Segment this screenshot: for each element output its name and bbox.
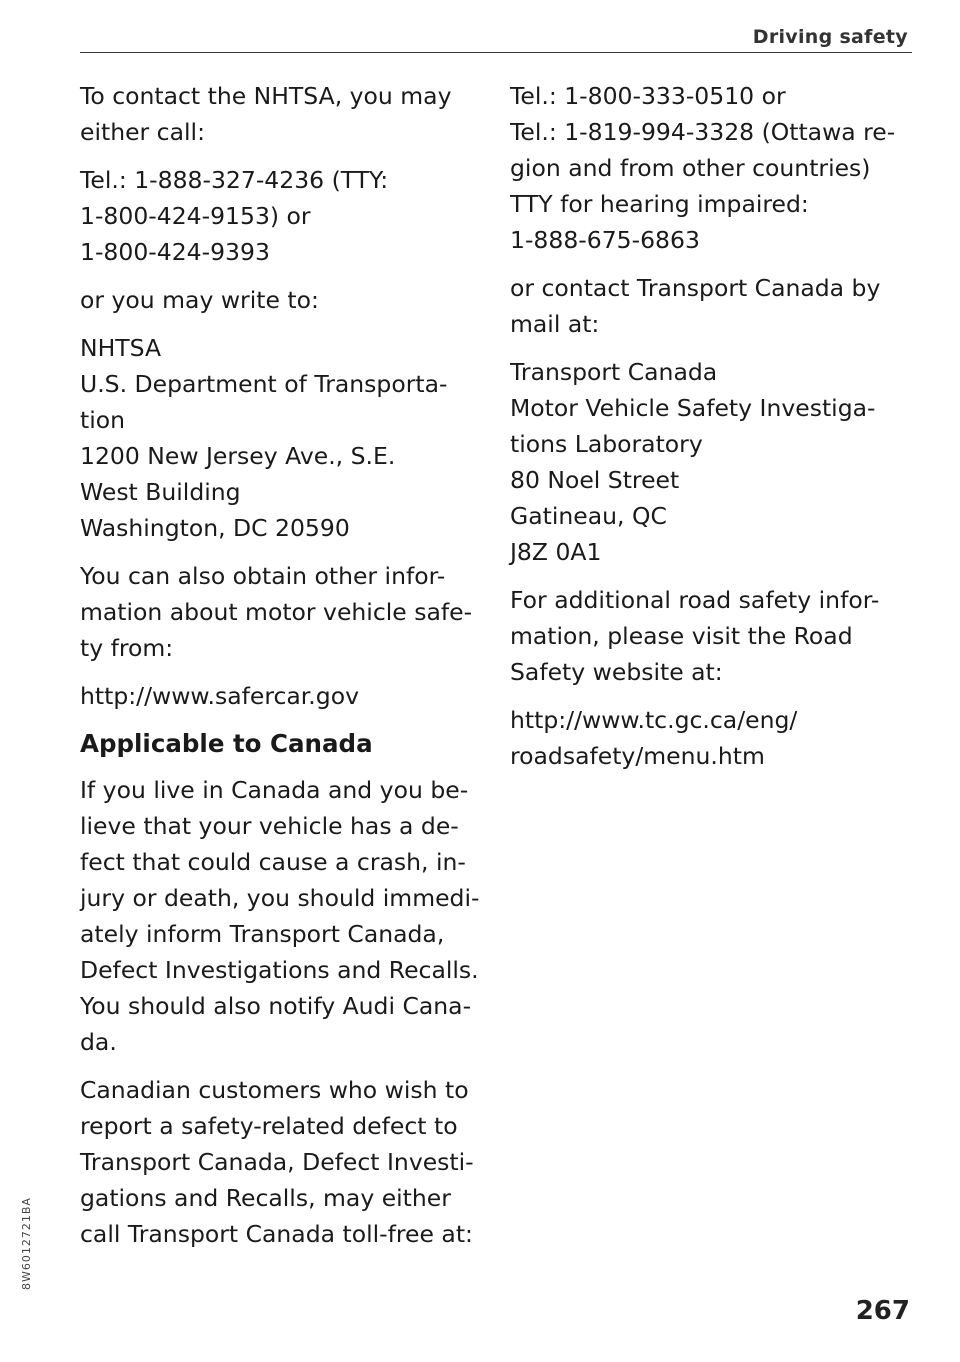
text-line: Canadian customers who wish to (80, 1076, 469, 1104)
text-line: or you may write to: (80, 286, 319, 314)
text-line: or contact Transport Canada by (510, 274, 881, 302)
text-line: ately inform Transport Canada, (80, 920, 445, 948)
text-line: To contact the NHTSA, you may (80, 82, 452, 110)
paragraph (80, 282, 480, 318)
text-line: 1-888-675-6863 (510, 226, 700, 254)
text-line: either call: (80, 118, 205, 146)
text-line: Gatineau, QC (510, 502, 667, 530)
section-heading: Applicable to Canada (80, 729, 373, 758)
text-line: For additional road safety infor- (510, 586, 880, 614)
text-line: mation about motor vehicle safe- (80, 598, 473, 626)
page-number: 267 (855, 1296, 910, 1326)
paragraph (80, 1072, 480, 1252)
text-line: Transport Canada (510, 358, 718, 386)
text-line: tion (80, 406, 126, 434)
text-line: tions Laboratory (510, 430, 703, 458)
text-line: gion and from other countries) (510, 154, 871, 182)
text-line: Defect Investigations and Recalls. (80, 956, 479, 984)
text-line: Transport Canada, Defect Investi- (80, 1148, 474, 1176)
text-line: Tel.: 1-819-994-3328 (Ottawa re- (510, 118, 896, 146)
left-column (80, 78, 480, 1264)
text-line: Washington, DC 20590 (80, 514, 350, 542)
right-column (510, 78, 920, 786)
text-line: ty from: (80, 634, 174, 662)
text-line: report a safety-related defect to (80, 1112, 458, 1140)
text-line: NHTSA (80, 334, 162, 362)
text-line: http://www.tc.gc.ca/eng/ (510, 706, 798, 734)
text-line: 80 Noel Street (510, 466, 680, 494)
text-line: lieve that your vehicle has a de- (80, 812, 459, 840)
text-line: jury or death, you should immedi- (80, 884, 480, 912)
paragraph (510, 582, 920, 690)
text-line: Safety website at: (510, 658, 723, 686)
text-line: gations and Recalls, may either (80, 1184, 451, 1212)
address-block (510, 354, 920, 570)
text-line: 1-800-424-9153) or (80, 202, 311, 230)
text-line: U.S. Department of Transporta- (80, 370, 448, 398)
text-line: If you live in Canada and you be- (80, 776, 469, 804)
text-line: mation, please visit the Road (510, 622, 853, 650)
paragraph (80, 162, 480, 270)
url-text (80, 678, 480, 714)
text-line: 1200 New Jersey Ave., S.E. (80, 442, 396, 470)
text-line: You should also notify Audi Cana- (80, 992, 472, 1020)
text-line: Motor Vehicle Safety Investiga- (510, 394, 876, 422)
text-line: roadsafety/menu.htm (510, 742, 765, 770)
text-line: http://www.safercar.gov (80, 682, 359, 710)
text-line: You can also obtain other infor- (80, 562, 446, 590)
paragraph (80, 558, 480, 666)
text-line: 1-800-424-9393 (80, 238, 270, 266)
url-text (510, 702, 920, 774)
text-line: J8Z 0A1 (510, 538, 602, 566)
text-line: TTY for hearing impaired: (510, 190, 809, 218)
text-line: West Building (80, 478, 241, 506)
side-document-code: 8W6012721BA (20, 1197, 33, 1290)
header-title: Driving safety (752, 26, 908, 48)
text-line: mail at: (510, 310, 600, 338)
text-line: call Transport Canada toll-free at: (80, 1220, 473, 1248)
paragraph (80, 78, 480, 150)
paragraph (510, 270, 920, 342)
paragraph (510, 78, 920, 258)
address-block (80, 330, 480, 546)
header-rule (80, 52, 912, 53)
text-line: Tel.: 1-800-333-0510 or (510, 82, 786, 110)
text-line: fect that could cause a crash, in- (80, 848, 466, 876)
text-line: Tel.: 1-888-327-4236 (TTY: (80, 166, 389, 194)
text-line: da. (80, 1028, 117, 1056)
paragraph (80, 772, 480, 1060)
